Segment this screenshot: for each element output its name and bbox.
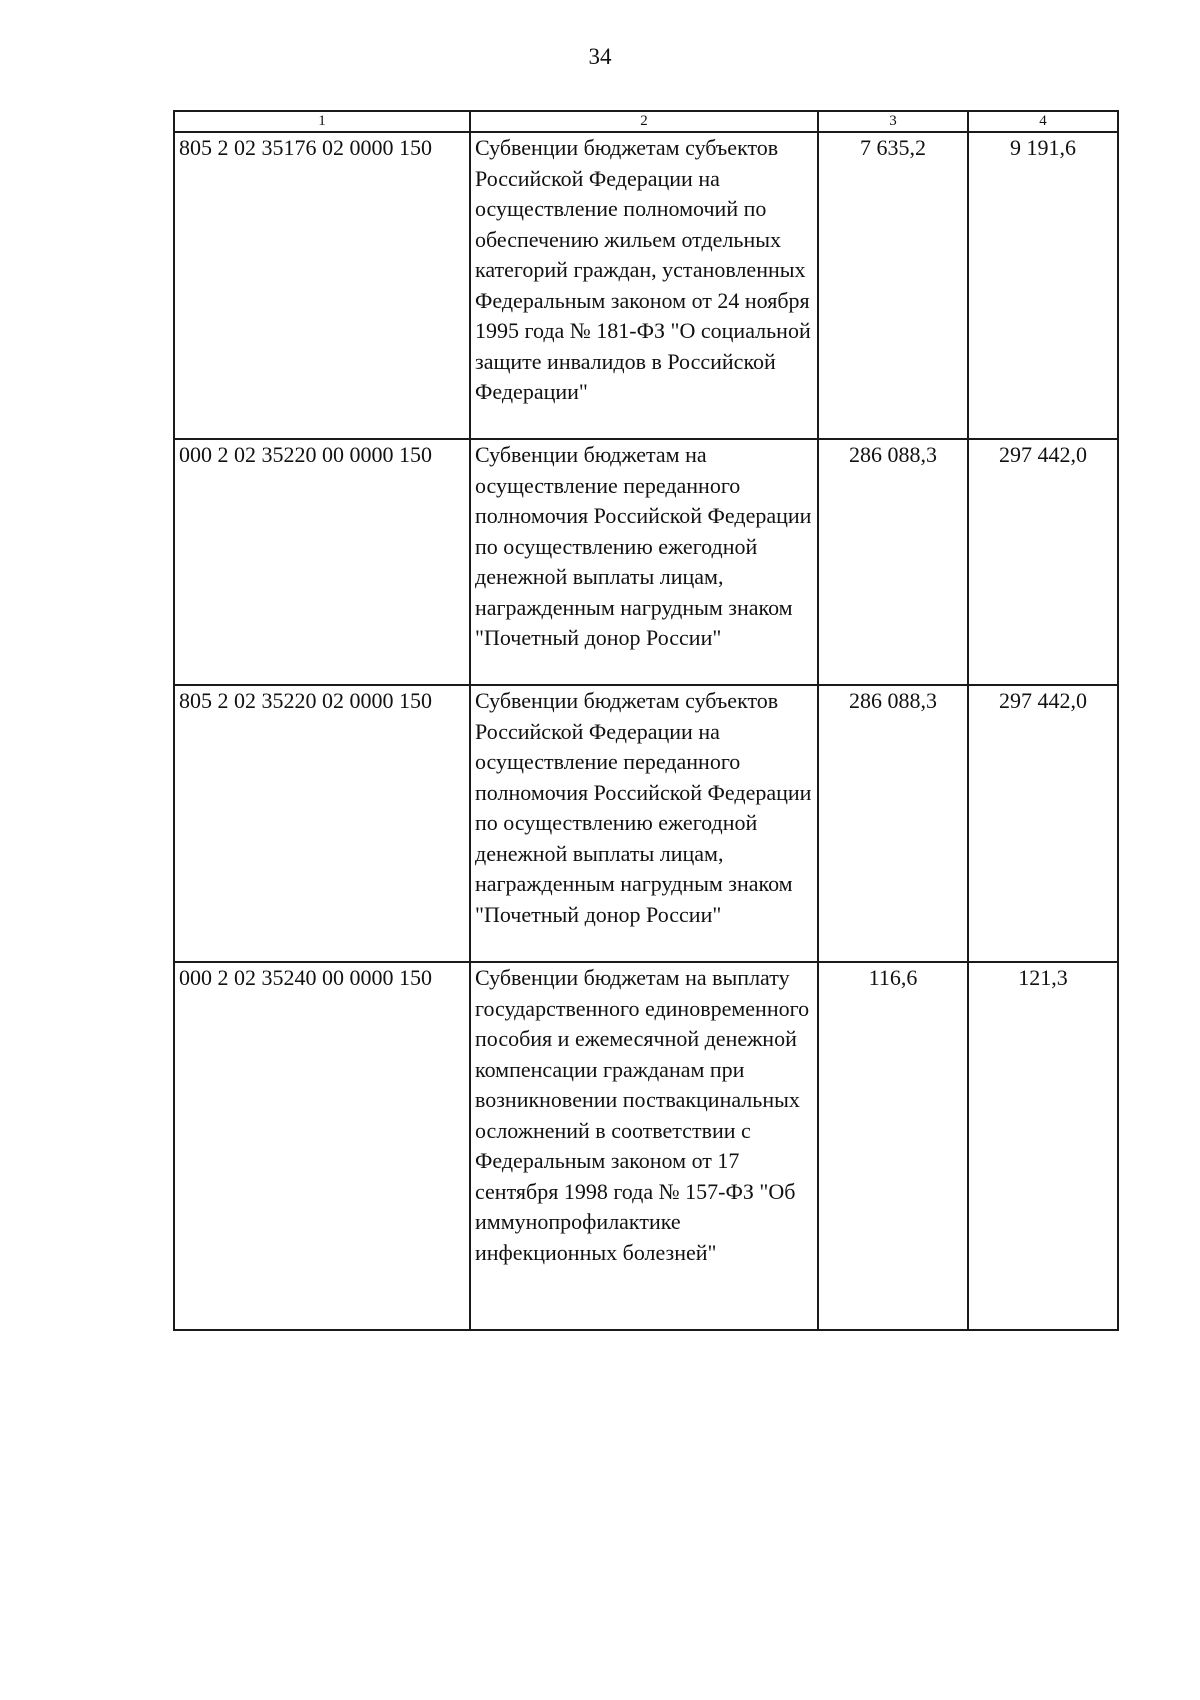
row-value-col4: 297 442,0 [968, 439, 1118, 685]
table-row [174, 439, 1118, 685]
row-description: Субвенции бюджетам на осуществление переданного полномочия Российской Федерации по осуществлению ежегодной денежной выплаты лицам, награжденным нагрудным знаком "Почетный донор России" [470, 439, 818, 685]
row-value-col3: 286 088,3 [818, 685, 968, 962]
row-value-col4: 297 442,0 [968, 685, 1118, 962]
row-description: Субвенции бюджетам субъектов Российской Федерации на осуществление полномочий по обеспечению жильем отдельных категорий граждан, установленных Федеральным законом от 24 ноября 1995 года № 181-ФЗ "О социальной защите инвалидов в Российской Федерации" [470, 132, 818, 439]
table-row [174, 685, 1118, 962]
row-description: Субвенции бюджетам на выплату государственного единовременного пособия и ежемесячной денежной компенсации гражданам при возникновении поствакцинальных осложнений в соответствии с Федеральным законом от 17 сентября 1998 года № 157-ФЗ "Об иммунопрофилактике инфекционных болезней" [470, 962, 818, 1330]
header-row [174, 111, 1118, 132]
row-code: 000 2 02 35220 00 0000 150 [174, 439, 470, 685]
page-number: 34 [588, 44, 612, 69]
column-header-3: 3 [818, 111, 968, 132]
table-header [174, 111, 1118, 132]
row-code: 805 2 02 35220 02 0000 150 [174, 685, 470, 962]
column-header-4: 4 [968, 111, 1118, 132]
table-row [174, 962, 1118, 1330]
row-value-col3: 116,6 [818, 962, 968, 1330]
row-description: Субвенции бюджетам субъектов Российской Федерации на осуществление переданного полномочия Российской Федерации по осуществлению ежегодной денежной выплаты лицам, награжденным нагрудным знаком "Почетный донор России" [470, 685, 818, 962]
row-value-col3: 7 635,2 [818, 132, 968, 439]
table-body [174, 132, 1118, 1330]
column-header-2: 2 [470, 111, 818, 132]
table-row [174, 132, 1118, 439]
row-value-col4: 9 191,6 [968, 132, 1118, 439]
row-value-col4: 121,3 [968, 962, 1118, 1330]
row-code: 000 2 02 35240 00 0000 150 [174, 962, 470, 1330]
row-code: 805 2 02 35176 02 0000 150 [174, 132, 470, 439]
row-value-col3: 286 088,3 [818, 439, 968, 685]
column-header-1: 1 [174, 111, 470, 132]
budget-table [173, 110, 1119, 1331]
